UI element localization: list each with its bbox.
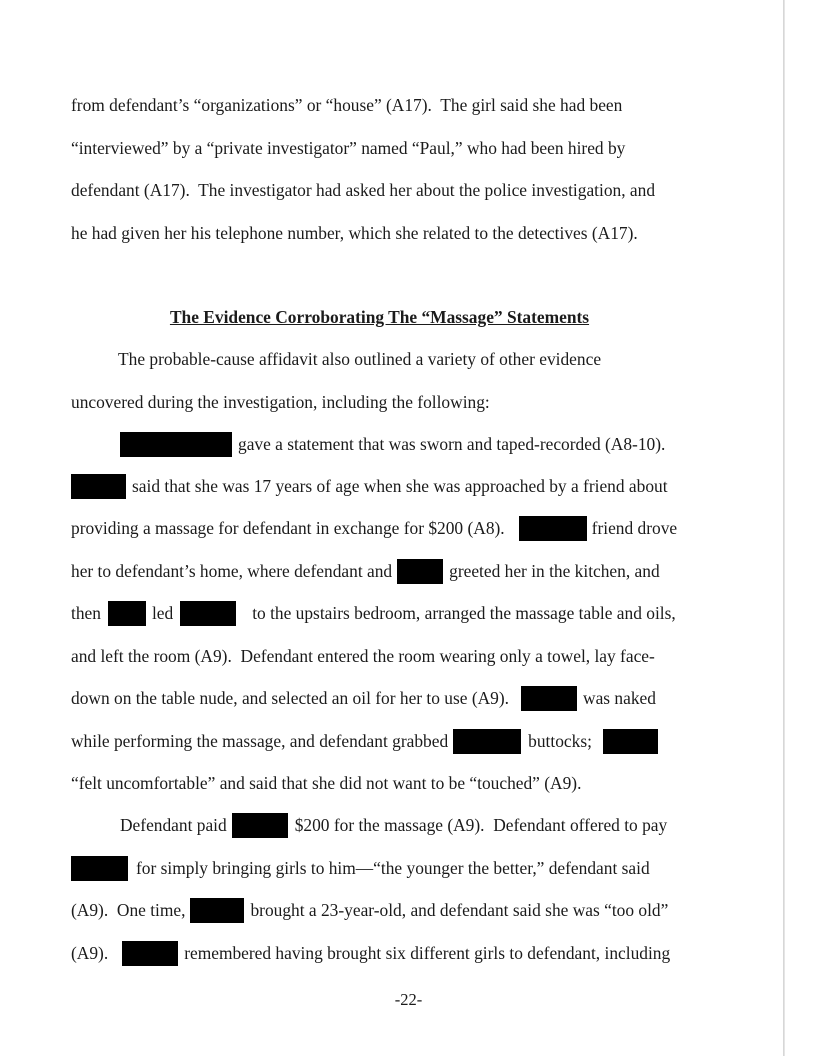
redaction-box bbox=[519, 516, 587, 541]
redaction-box bbox=[71, 856, 128, 881]
text-line: uncovered during the investigation, including the following: bbox=[71, 392, 490, 412]
text-line: then led to the upstairs bedroom, arranged the massage table and oils, bbox=[71, 601, 688, 625]
text-line: (A9). One time, brought a 23-year-old, and defendant said she was “too old” bbox=[71, 898, 688, 922]
text-line: her to defendant’s home, where defendant and greeted her in the kitchen, and bbox=[71, 559, 688, 583]
redaction-box bbox=[120, 432, 232, 457]
redaction-box bbox=[453, 729, 521, 754]
redaction-box bbox=[397, 559, 443, 584]
page-number: -22- bbox=[394, 990, 423, 1009]
redaction-box bbox=[180, 601, 236, 626]
text-line: for simply bringing girls to him—“the younger the better,” defendant said bbox=[71, 856, 688, 880]
text-line: (A9). remembered having brought six different girls to defendant, including bbox=[71, 941, 688, 965]
redaction-box bbox=[71, 474, 126, 499]
text-line: gave a statement that was sworn and taped-recorded (A8-10). bbox=[120, 432, 688, 456]
text-line: from defendant’s “organizations” or “house” (A17). The girl said she had been bbox=[71, 95, 623, 115]
text-line: The probable-cause affidavit also outlined a variety of other evidence bbox=[118, 349, 602, 369]
text-line: and left the room (A9). Defendant entered the room wearing only a towel, lay face- bbox=[71, 646, 655, 666]
redaction-box bbox=[122, 941, 178, 966]
section-heading: The Evidence Corroborating The “Massage” Statements bbox=[169, 307, 590, 327]
redaction-box bbox=[603, 729, 658, 754]
redaction-box bbox=[232, 813, 288, 838]
redaction-box bbox=[108, 601, 146, 626]
text-line: Defendant paid $200 for the massage (A9). Defendant offered to pay bbox=[120, 813, 688, 837]
text-line: “felt uncomfortable” and said that she did not want to be “touched” (A9). bbox=[71, 773, 582, 793]
text-line: down on the table nude, and selected an oil for her to use (A9). was naked bbox=[71, 686, 688, 710]
redaction-box bbox=[190, 898, 244, 923]
text-line: he had given her his telephone number, which she related to the detectives (A17). bbox=[71, 223, 638, 243]
text-line: while performing the massage, and defendant grabbed buttocks; bbox=[71, 729, 688, 753]
redaction-box bbox=[521, 686, 577, 711]
page-edge-line bbox=[783, 0, 785, 1056]
text-line: defendant (A17). The investigator had asked her about the police investigation, and bbox=[71, 180, 656, 200]
text-line: providing a massage for defendant in exchange for $200 (A8). friend drove bbox=[71, 516, 688, 540]
text-line: “interviewed” by a “private investigator” named “Paul,” who had been hired by bbox=[71, 138, 626, 158]
text-line: said that she was 17 years of age when she was approached by a friend about bbox=[71, 474, 688, 498]
